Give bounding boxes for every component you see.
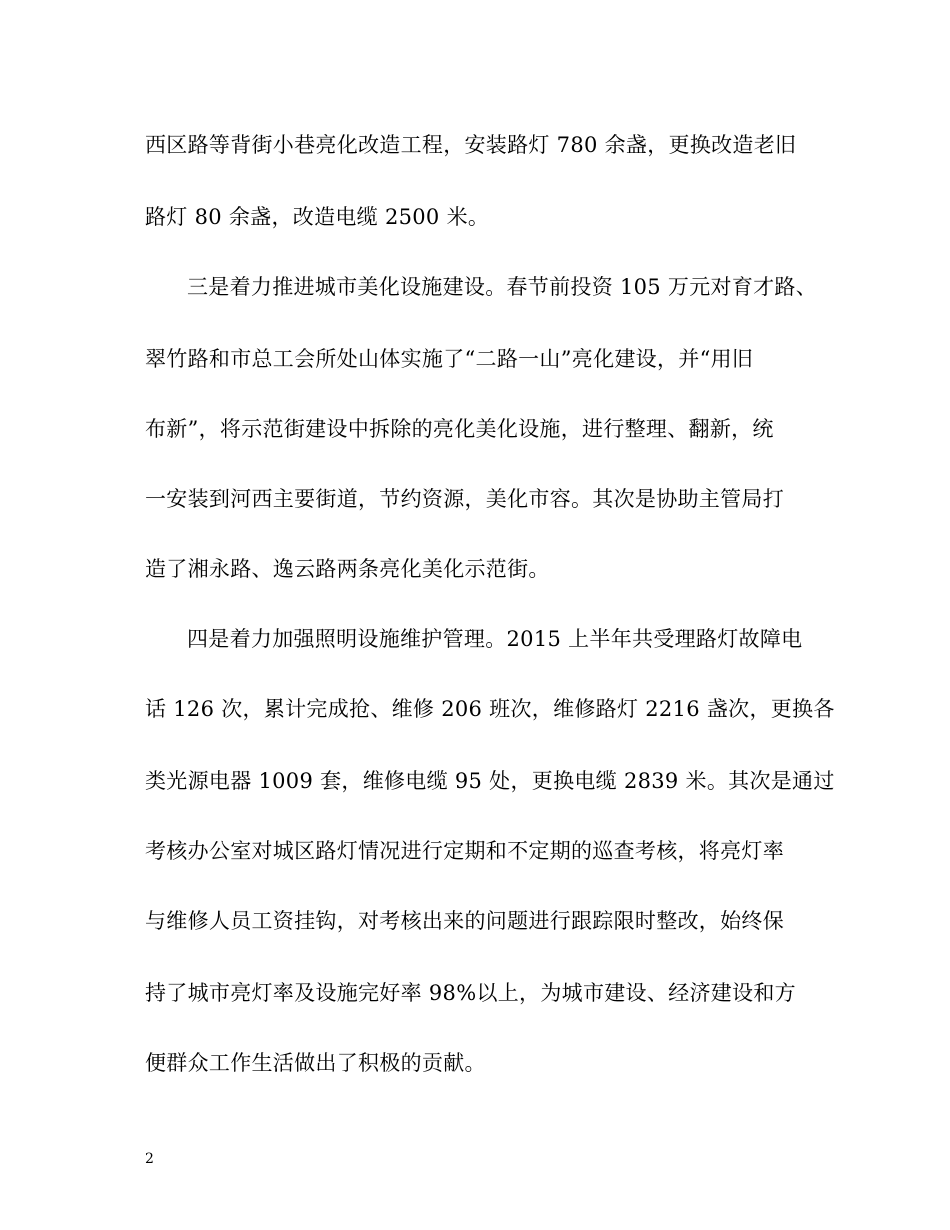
paragraph-start-line: 三是着力推进城市美化设施建设。春节前投资 105 万元对育才路、	[187, 275, 818, 299]
text-line: 与维修人员工资挂钩，对考核出来的问题进行跟踪限时整改，始终保	[145, 909, 784, 933]
text-line: 考核办公室对城区路灯情况进行定期和不定期的巡查考核，将亮灯率	[145, 839, 784, 863]
paragraph-start-line: 四是着力加强照明设施维护管理。2015 上半年共受理路灯故障电	[187, 627, 803, 651]
text-line: 话 126 次，累计完成抢、维修 206 班次，维修路灯 2216 盏次，更换各	[145, 697, 835, 721]
text-line: 便群众工作生活做出了积极的贡献。	[145, 1051, 486, 1075]
text-line: 路灯 80 余盏，改造电缆 2500 米。	[145, 205, 490, 229]
text-line: 造了湘永路、逸云路两条亮化美化示范街。	[145, 557, 550, 581]
text-line: 一安装到河西主要街道，节约资源，美化市容。其次是协助主管局打	[145, 487, 784, 511]
text-line: 布新”，将示范街建设中拆除的亮化美化设施，进行整理、翻新，统	[145, 417, 774, 441]
text-line: 类光源电器 1009 套，维修电缆 95 处，更换电缆 2839 米。其次是通过	[145, 769, 835, 793]
text-line: 西区路等背街小巷亮化改造工程，安装路灯 780 余盏，更换改造老旧	[145, 133, 797, 157]
page-number: 2	[145, 1151, 154, 1167]
text-line: 持了城市亮灯率及设施完好率 98%以上，为城市建设、经济建设和方	[145, 981, 796, 1005]
text-line: 翠竹路和市总工会所处山体实施了“二路一山”亮化建设，并“用旧	[145, 347, 754, 371]
